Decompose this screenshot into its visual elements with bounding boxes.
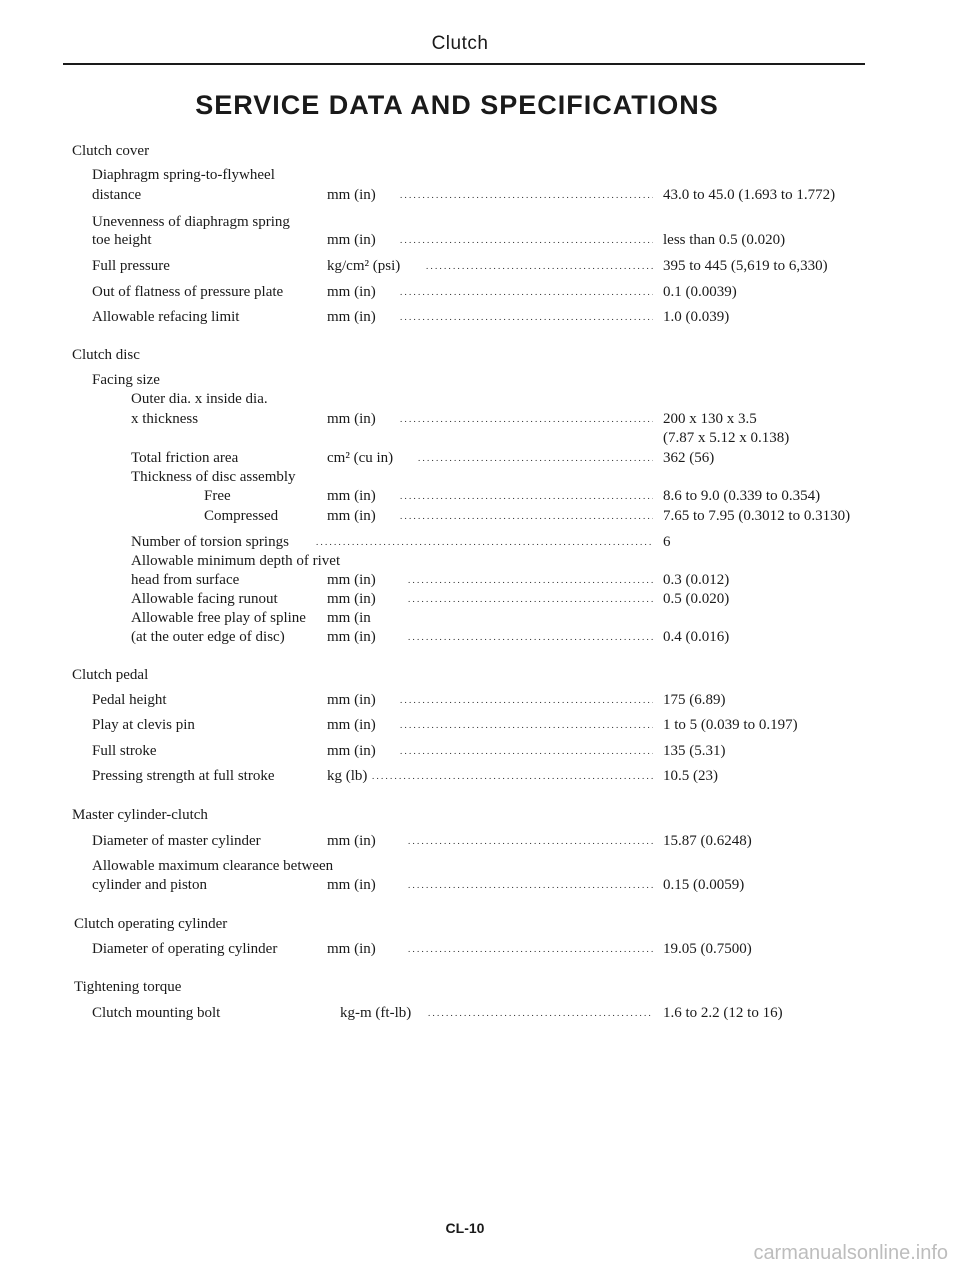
spec-value: 10.5 (23)	[663, 768, 718, 784]
spec-label: Allowable minimum depth of rivet	[131, 553, 341, 569]
leader-dots	[400, 691, 653, 709]
spec-value: 0.15 (0.0059)	[663, 877, 745, 893]
leader-dots	[400, 186, 653, 204]
spec-label: Play at clevis pin	[92, 717, 195, 733]
spec-unit: mm (in)	[327, 572, 376, 588]
spec-label: Full stroke	[92, 743, 157, 759]
spec-label: Unevenness of diaphragm spring	[92, 214, 290, 230]
spec-value: 175 (6.89)	[663, 692, 726, 708]
spec-value: 0.3 (0.012)	[663, 572, 730, 588]
spec-value: 362 (56)	[663, 450, 715, 466]
leader-dots	[408, 876, 653, 894]
leader-dots	[418, 449, 653, 467]
spec-value: 135 (5.31)	[663, 743, 726, 759]
spec-unit: cm² (cu in)	[327, 450, 394, 466]
spec-value: less than 0.5 (0.020)	[663, 232, 786, 248]
leader-dots	[400, 283, 653, 301]
leader-dots	[400, 231, 653, 249]
subsection-label: Facing size	[92, 372, 160, 388]
leader-dots	[400, 308, 653, 326]
page-title: SERVICE DATA AND SPECIFICATIONS	[195, 90, 719, 120]
spec-unit: mm (in)	[327, 232, 376, 248]
spec-value: 8.6 to 9.0 (0.339 to 0.354)	[663, 488, 821, 504]
spec-unit: mm (in)	[327, 877, 376, 893]
spec-label: Allowable facing runout	[131, 591, 278, 607]
leader-dots	[400, 742, 653, 760]
spec-unit: mm (in)	[327, 941, 376, 957]
leader-dots	[400, 716, 653, 734]
spec-label: cylinder and piston	[92, 877, 207, 893]
spec-label: x thickness	[131, 411, 199, 427]
spec-label: Clutch mounting bolt	[92, 1005, 221, 1021]
spec-unit: mm (in)	[327, 309, 376, 325]
spec-label: Pressing strength at full stroke	[92, 768, 275, 784]
leader-dots	[400, 487, 653, 505]
spec-value: 6	[663, 534, 671, 550]
spec-unit: kg/cm² (psi)	[327, 258, 401, 274]
running-header: Clutch	[431, 33, 489, 54]
spec-label: Allowable refacing limit	[92, 309, 240, 325]
spec-label: Diaphragm spring-to-flywheel	[92, 167, 275, 183]
spec-label: Free	[204, 488, 231, 504]
spec-value: 1.0 (0.039)	[663, 309, 730, 325]
leader-dots	[408, 571, 653, 589]
leader-dots	[408, 940, 653, 958]
leader-dots	[408, 832, 653, 850]
spec-label: Number of torsion springs	[131, 534, 289, 550]
spec-label: Outer dia. x inside dia.	[131, 391, 268, 407]
leader-dots	[428, 1004, 653, 1022]
spec-value: 0.4 (0.016)	[663, 629, 730, 645]
leader-dots	[400, 507, 653, 525]
spec-label: (at the outer edge of disc)	[131, 629, 285, 645]
spec-unit: mm (in)	[327, 692, 376, 708]
spec-value: 0.5 (0.020)	[663, 591, 730, 607]
spec-value: 43.0 to 45.0 (1.693 to 1.772)	[663, 187, 836, 203]
spec-value: 19.05 (0.7500)	[663, 941, 752, 957]
spec-value: 200 x 130 x 3.5	[663, 411, 757, 427]
leader-dots	[400, 410, 653, 428]
spec-label: Allowable maximum clearance between	[92, 858, 334, 874]
leader-dots	[372, 767, 653, 785]
section-title-operating-cylinder: Clutch operating cylinder	[74, 916, 228, 932]
spec-value: 15.87 (0.6248)	[663, 833, 752, 849]
spec-unit: kg-m (ft-lb)	[340, 1005, 412, 1021]
spec-label: Compressed	[204, 508, 279, 524]
section-title-master-cylinder: Master cylinder-clutch	[72, 807, 208, 823]
spec-unit: mm (in)	[327, 187, 376, 203]
spec-label: distance	[92, 187, 142, 203]
leader-dots	[426, 257, 653, 275]
leader-dots	[316, 533, 653, 551]
spec-unit: mm (in)	[327, 488, 376, 504]
spec-unit: mm (in)	[327, 717, 376, 733]
spec-unit: mm (in)	[327, 833, 376, 849]
spec-label: Diameter of master cylinder	[92, 833, 261, 849]
section-title-clutch-pedal: Clutch pedal	[72, 667, 149, 683]
section-title-clutch-cover: Clutch cover	[72, 143, 150, 159]
page-number: CL-10	[445, 1220, 485, 1236]
spec-unit: mm (in)	[327, 284, 376, 300]
leader-dots	[408, 628, 653, 646]
spec-unit: kg (lb)	[327, 768, 368, 784]
header-rule	[63, 63, 865, 65]
spec-label: Out of flatness of pressure plate	[92, 284, 284, 300]
spec-unit: mm (in)	[327, 743, 376, 759]
spec-label: Thickness of disc assembly	[131, 469, 296, 485]
spec-value: 7.65 to 7.95 (0.3012 to 0.3130)	[663, 508, 851, 524]
spec-label: toe height	[92, 232, 152, 248]
spec-value: 395 to 445 (5,619 to 6,330)	[663, 258, 828, 274]
spec-unit: mm (in	[327, 610, 371, 626]
spec-value: (7.87 x 5.12 x 0.138)	[663, 430, 790, 446]
spec-label: Total friction area	[131, 450, 239, 466]
spec-label: Allowable free play of spline	[131, 610, 306, 626]
spec-label: Diameter of operating cylinder	[92, 941, 278, 957]
spec-unit: mm (in)	[327, 629, 376, 645]
section-title-tightening-torque: Tightening torque	[74, 979, 182, 995]
spec-unit: mm (in)	[327, 591, 376, 607]
leader-dots	[408, 590, 653, 608]
section-title-clutch-disc: Clutch disc	[72, 347, 140, 363]
spec-label: Pedal height	[92, 692, 167, 708]
spec-value: 1.6 to 2.2 (12 to 16)	[663, 1005, 783, 1021]
spec-label: Full pressure	[92, 258, 170, 274]
watermark: carmanualsonline.info	[753, 1242, 948, 1264]
spec-value: 1 to 5 (0.039 to 0.197)	[663, 717, 798, 733]
spec-unit: mm (in)	[327, 508, 376, 524]
spec-label: head from surface	[131, 572, 240, 588]
spec-value: 0.1 (0.0039)	[663, 284, 737, 300]
spec-unit: mm (in)	[327, 411, 376, 427]
